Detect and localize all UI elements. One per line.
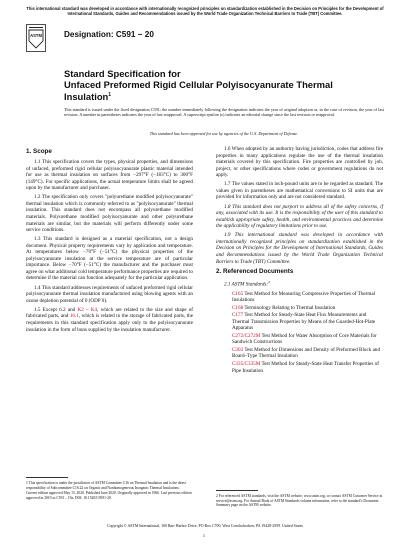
dod-approval-statement: This standard has been approved for use by agencies of the U.S. Department of Defense. (149, 131, 299, 136)
issued-statement: This standard is issued under the fixed designation C591; the number immediately following the designation indicates the year of original adoption or, in the case of revision, the year of last revision. A number in parentheses indicates the year of last reapproval. A superscript epsilon (ε) indicates an editorial change since the last revision or reapproval. (64, 107, 384, 118)
paragraph-1-1: 1.1 This specification covers the types, physical properties, and dimensions of unfaced, preformed rigid cellular polyisocyanurate plastic material intended for use as thermal insulation on surfaces from −297°F (−183°C) to 300°F (149°C). For specific applications, the actual temperature limits shall be agreed upon by the manufacturer and purchaser. (26, 159, 193, 192)
paragraph-1-5: 1.5 Except 6.2 and K2 – K4, which are related to the size and shape of fabricated parts, and 16.1, which is related to the storage of fabricated parts, the requirements in this standard specification apply only to the polyisocyanurate insulation in the form of buns supplied by the insulation manufacturer. (26, 306, 194, 333)
title-line-2: Unfaced Preformed Rigid Cellular Polyisocyanurate Thermal Insulation$^1$ (64, 78, 333, 103)
link-16-1[interactable]: 16.1 (69, 313, 79, 320)
page-number: 1 (202, 533, 206, 538)
referenced-documents-heading: 2. Referenced Documents (216, 267, 294, 275)
link-k2[interactable]: K2 (77, 306, 84, 313)
standard-title (64, 69, 364, 103)
left-column (26, 146, 193, 336)
reference-code-link[interactable]: C335/C335M (232, 361, 261, 367)
reference-code-link[interactable]: C177 (232, 312, 244, 319)
paragraph-1-7: 1.7 The values stated in inch-pound units are to be regarded as standard. The values given in parentheses are mathematical conversions to SI units that are provided for information only and are not considered standard. (216, 181, 383, 201)
paragraph-1-9: 1.9 This international standard was developed in accordance with internationally recognized principles on standardization established in the Decision on Principles for the Development of International Standards, Guides and Recommendations issued by the World Trade Organization Technical Barriers to Trade (TBT) Committee. (216, 232, 383, 265)
astm-standards-label: 2.1 ASTM Standards:$^2$ (224, 279, 270, 288)
copyright-line: Copyright © ASTM International, 100 Barr Harbor Drive, PO Box C700, West Conshohocken, PA 19428-2959. United States (107, 524, 303, 528)
reference-item: C303 Test Method for Dimensions and Density of Preformed Block and Board–Type Thermal Insulation (232, 346, 381, 360)
right-column (216, 146, 383, 375)
reference-code-link[interactable]: C272/C272M (232, 332, 261, 339)
footnote-1-edition: Current edition approved May 15, 2020. Published June 2020. Originally approved in 1966. Last previous edition approved in 2019 as C591 – 19a. DOI: 10.1520/C0591-20. (26, 491, 192, 500)
paragraph-1-2: 1.2 The specification only covers "polyurethane modified polyisocyanurate" thermal insulation which is commonly referred to as "polyisocyanurate" thermal insulation. This standard does not encompass all polyurethane modified materials. Polyurethane modified polyisocyanurate and other polyurethane materials are similar, but the materials will perform differently under some service conditions. (26, 194, 193, 234)
footnote-1: 1 This specification is under the jurisdiction of ASTM Committee C16 on Thermal Insulation and is the direct responsibility of Subcommittee C16.22 on Organic and Nonhomogeneous Inorganic Thermal Insulations. (26, 481, 187, 490)
footnote-2: 2 For referenced ASTM standards, visit the ASTM website, www.astm.org, or contact ASTM Customer Service at service@astm.org. For Annual Book of ASTM Standards volume information, refer to the standard's Document Summary page on the ASTM website. (216, 494, 383, 508)
footnotes-right (216, 490, 383, 509)
reference-item: C335/C335M Test Method for Steady-State Heat Transfer Properties of Pipe Insulation (232, 361, 379, 374)
title-footnote-ref: 1 (108, 92, 112, 99)
reference-code-link[interactable]: C165 (232, 290, 244, 297)
title-line-1: Standard Specification for (64, 68, 181, 79)
reference-item: C177 Test Method for Steady-State Heat Flux Measurements and Thermal Transmission Properties by Means of the Guarded-Hot-Plate Apparatus (232, 312, 376, 332)
reference-item: C168 Terminology Relating to Thermal Insulation (232, 304, 336, 311)
paragraph-1-4: 1.4 This standard addresses requirements of unfaced preformed rigid cellular polyisocyanurate thermal insulation manufactured using blowing agents with an ozone depletion potential of 0 (ODP 0). (26, 284, 193, 304)
paragraph-1-3: 1.3 This standard is designed as a material specification, not a design document. Physical property requirements vary by application and temperature. At temperatures below −70°F (−51°C) the physical properties of the polyisocyanurate insulation at the service temperature are of particular importance. Below −70°F (−51°C) the manufacturer and the purchaser must agree on what additional cold temperature performance properties are required to determine if the material can function adequately for the particular application. (26, 236, 193, 282)
astm-logo-icon (26, 24, 46, 52)
paragraph-1-8: 1.8 This standard does not purport to address all of the safety concerns, if any, associated with its use. It is the responsibility of the user of this standard to establish appropriate safety, health, and environmental practices and determine the applicability of regulatory limitations prior to use. (216, 203, 383, 230)
reference-item: C272/C272M Test Method for Water Absorption of Core Materials for Sandwich Constructions (232, 332, 377, 346)
footnote-rule (26, 477, 68, 478)
reference-code-link[interactable]: C168 (232, 304, 244, 311)
svg-text:ASTM: ASTM (30, 33, 42, 38)
designation: Designation: C591 − 20 (64, 30, 154, 39)
footnotes-left (26, 477, 193, 501)
paragraph-1-6: 1.6 When adopted by an authority having jurisdiction, codes that address fire properties in many applications regulate the use of the thermal insulation materials covered by this specification. Fire properties are controlled by job, project, or other specifications where codes or government regulations do not apply. (216, 146, 383, 179)
wto-principles-note: This international standard was developed in accordance with internationally recognized principles on standardization established in the Decision on Principles for the Development of International Standards, Guides and Recommendations issued by the World Trade Organization Technical Barriers to Trade (TBT) Committee. (26, 6, 384, 16)
scope-heading: 1. Scope (26, 148, 52, 155)
footnote-rule (216, 490, 258, 491)
link-k4[interactable]: K4 (90, 306, 98, 313)
reference-item: C165 Test Method for Measuring Compressive Properties of Thermal Insulations (232, 290, 376, 304)
reference-code-link[interactable]: C303 (232, 346, 244, 353)
